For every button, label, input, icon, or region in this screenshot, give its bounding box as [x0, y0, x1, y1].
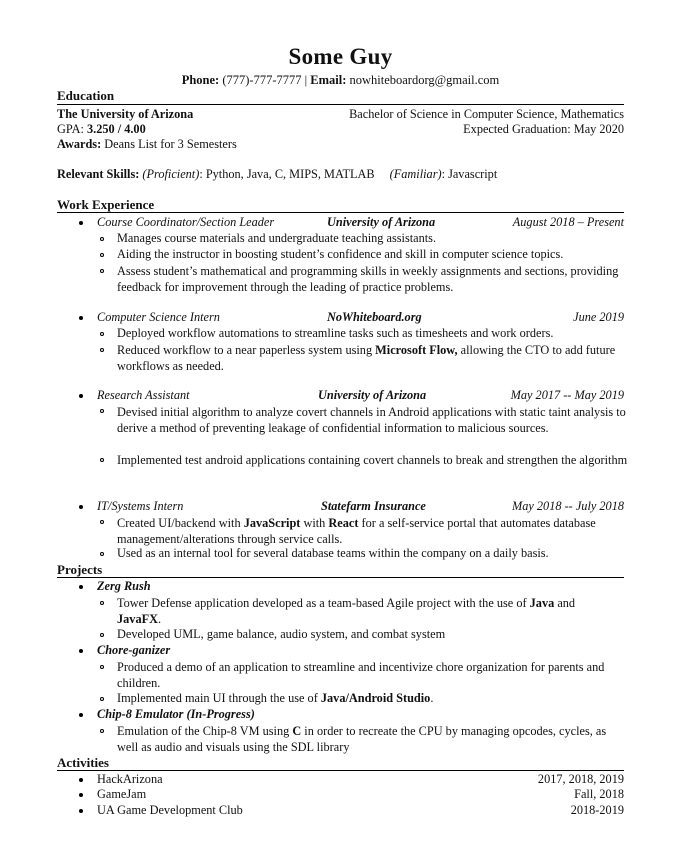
familiar-label: (Familiar): [389, 167, 442, 181]
text-run: Reduced workflow to a near paperless system using: [117, 343, 376, 357]
job-bullet: Manages course materials and undergraduate teaching assistants.: [117, 231, 437, 245]
activity-name: HackArizona: [97, 772, 163, 786]
bullet-dot: [79, 585, 83, 589]
bullet-dot: [79, 713, 83, 717]
job-bullet: [117, 515, 622, 547]
section-rule: [57, 770, 624, 771]
project-bullet: Developed UML, game balance, audio system, and combat system: [117, 627, 446, 641]
project-title: Chip-8 Emulator (In-Progress): [97, 707, 255, 721]
bullet-dot: [79, 778, 83, 782]
bullet-dot: [79, 505, 83, 509]
bold-run: React: [328, 516, 359, 530]
contact-line: [0, 73, 681, 88]
gpa-label: GPA:: [57, 122, 84, 136]
job-date: May 2017 -- May 2019: [510, 388, 624, 402]
text-run: Emulation of the Chip-8 VM using: [117, 724, 293, 738]
activity-date: Fall, 2018: [574, 787, 624, 801]
text-run: allowing the CTO to add future workflows as needed.: [117, 343, 616, 373]
graduation-date: Expected Graduation: May 2020: [463, 122, 624, 136]
section-heading-work: Work Experience: [57, 197, 155, 212]
sub-bullet: [100, 697, 104, 701]
bullet-dot: [79, 793, 83, 797]
sub-bullet: [100, 729, 104, 733]
job-bullet: [117, 342, 629, 374]
section-rule: [57, 104, 624, 105]
bold-run: Java/Android Studio: [320, 691, 431, 705]
job-bullet: Aiding the instructor in boosting student’s confidence and skill in computer science topics.: [117, 247, 564, 261]
degree: Bachelor of Science in Computer Science, Mathematics: [349, 107, 624, 121]
section-rule: [57, 577, 624, 578]
job-title: IT/Systems Intern: [97, 499, 184, 513]
job-bullet: Assess student’s mathematical and programming skills in weekly assignments and sections, providing feedback for improvement through the leading of practice problems.: [117, 264, 619, 294]
text-run: and: [554, 596, 576, 610]
bullet-dot: [79, 316, 83, 320]
job-date: June 2019: [573, 310, 624, 324]
text-run: Created UI/backend with: [117, 516, 244, 530]
section-heading-activities: Activities: [57, 755, 109, 770]
phone-label: Phone:: [181, 73, 220, 87]
activity-name: UA Game Development Club: [97, 803, 243, 817]
bold-run: JavaScript: [243, 516, 301, 530]
sub-bullet: [100, 409, 104, 413]
project-bullet: [117, 723, 607, 755]
text-run: for a self-service portal that automates database management/alterations through service calls.: [117, 516, 596, 546]
job-bullet: Devised initial algorithm to analyze covert channels in Android applications with static taint analysis to derive a method of preventing leakage of confidential information to malicious sources.: [117, 405, 626, 435]
awards-line: [57, 137, 237, 152]
bold-run: JavaFX: [117, 612, 158, 626]
phone-value: (777)-777-7777: [222, 73, 302, 87]
awards-label: Awards:: [57, 137, 102, 151]
sub-bullet: [100, 601, 104, 605]
gpa-value: 3.250 / 4.00: [86, 122, 146, 136]
bullet-dot: [79, 221, 83, 225]
bold-run: Java: [529, 596, 555, 610]
activity-name: GameJam: [97, 787, 147, 801]
bold-run: Microsoft Flow,: [375, 343, 458, 357]
email-label: Email:: [310, 73, 347, 87]
proficient-skills: : Python, Java, C, MIPS, MATLAB: [199, 167, 375, 181]
job-date: May 2018 -- July 2018: [511, 499, 624, 513]
activity-date: 2018-2019: [570, 803, 624, 817]
awards-value: Deans List for 3 Semesters: [104, 137, 237, 151]
skills-line: [57, 167, 497, 182]
job-title: Computer Science Intern: [97, 310, 220, 324]
job-bullet: Used as an internal tool for several database teams within the company on a daily basis.: [117, 546, 549, 560]
sub-bullet: [100, 633, 104, 637]
contact-separator: |: [304, 73, 308, 87]
section-heading-education: Education: [57, 88, 115, 103]
familiar-skills: : Javascript: [441, 167, 498, 181]
school-name: The University of Arizona: [57, 107, 194, 121]
text-run: Implemented main UI through the use of: [117, 691, 321, 705]
proficient-label: (Proficient): [142, 167, 200, 181]
job-org: University of Arizona: [327, 215, 436, 229]
text-run: with: [300, 516, 329, 530]
bold-run: C: [292, 724, 302, 738]
sub-bullet: [100, 520, 104, 524]
job-title: Research Assistant: [97, 388, 190, 402]
email-value[interactable]: nowhiteboardorg@gmail.com: [349, 73, 500, 87]
job-date: August 2018 – Present: [512, 215, 624, 229]
sub-bullet: [100, 665, 104, 669]
sub-bullet: [100, 348, 104, 352]
job-org: University of Arizona: [318, 388, 427, 402]
sub-bullet: [100, 332, 104, 336]
project-bullet: [117, 691, 433, 706]
project-title: Chore-ganizer: [97, 643, 171, 657]
project-title: Zerg Rush: [97, 579, 151, 593]
job-org: NoWhiteboard.org: [327, 310, 422, 324]
activity-date: 2017, 2018, 2019: [537, 772, 624, 786]
job-bullet: Deployed workflow automations to streamline tasks such as timesheets and work orders.: [117, 326, 554, 340]
candidate-name: Some Guy: [288, 44, 393, 69]
project-bullet: Produced a demo of an application to streamline and incentivize chore organization for parents and children.: [117, 660, 605, 690]
bullet-dot: [79, 809, 83, 813]
text-run: .: [430, 691, 434, 705]
text-run: .: [158, 612, 162, 626]
sub-bullet: [100, 237, 104, 241]
text-run: Tower Defense application developed as a team-based Agile project with the use of: [117, 596, 530, 610]
text-run: in order to recreate the CPU by managing opcodes, cycles, as well as audio and visuals using the SDL library: [117, 724, 607, 754]
section-heading-projects: Projects: [57, 562, 103, 577]
skills-label: Relevant Skills:: [57, 167, 140, 181]
project-bullet: [117, 595, 577, 627]
sub-bullet: [100, 269, 104, 273]
job-org: Statefarm Insurance: [321, 499, 426, 513]
job-title: Course Coordinator/Section Leader: [97, 215, 275, 229]
job-bullet: Implemented test android applications containing covert channels to break and strengthen the algorithm: [117, 453, 628, 467]
sub-bullet: [100, 253, 104, 257]
bullet-dot: [79, 394, 83, 398]
gpa-line: [57, 122, 146, 137]
sub-bullet: [100, 552, 104, 556]
bullet-dot: [79, 649, 83, 653]
section-rule: [57, 212, 624, 213]
sub-bullet: [100, 458, 104, 462]
